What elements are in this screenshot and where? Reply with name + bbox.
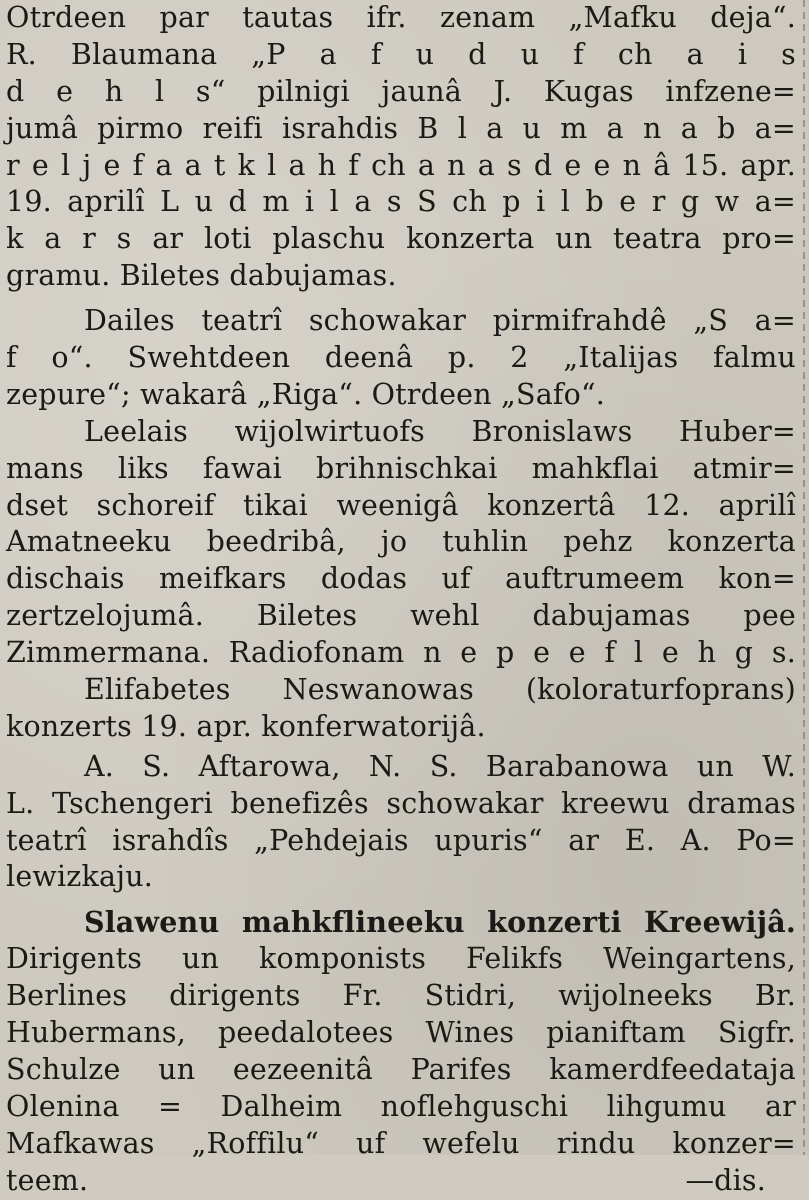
section-heading: Slawenu mahkflineeku konzerti Kreewijâ. (84, 905, 796, 940)
paragraph-benefize (6, 749, 796, 897)
text-line: Hubermans, peedalotees Wines pianiftam Sigfr. (6, 1016, 796, 1050)
text-line: Zimmermana. Radiofonam n e p e e f l e h g s. (6, 636, 796, 670)
paragraph-neswanowa (6, 672, 796, 746)
text-line: Leelais wijolwirtuofs Bronislaws Huber= (84, 414, 796, 448)
paragraph-dailes-teatris (6, 303, 796, 414)
text-line: 19. aprilî L u d m i l a s S ch p i l b e r g w a= (6, 185, 796, 219)
text-line: jumâ pirmo reifi israhdis B l a u m a n a b a= (6, 111, 796, 145)
text-line: Dirigents un komponists Felikfs Weingartens, (6, 942, 796, 976)
paragraph-blaumanis (6, 0, 796, 295)
text-line: mans liks fawai brihnischkai mahkflai atmir= (6, 451, 796, 485)
text-line: lewizkaju. (6, 860, 154, 894)
text-line: Mafkawas „Roffilu“ uf wefelu rindu konzer= (6, 1126, 796, 1160)
torn-edge (803, 0, 805, 1155)
text-line: A. S. Aftarowa, N. S. Barabanowa un W. (84, 749, 796, 783)
text-line: d e h l s“ pilnigi jaunâ J. Kugas infzene= (6, 74, 796, 108)
author-signature: —dis. (685, 1163, 766, 1197)
text-line: f o“. Swehtdeen deenâ p. 2 „Italijas falmu (6, 341, 796, 375)
text-line: R. Blaumana „P a f u d u f ch a i s (6, 37, 796, 71)
text-line: zertzelojumâ. Biletes wehl dabujamas pee (6, 599, 796, 633)
article-column (6, 0, 796, 1200)
text-line: r e l j e f a a t k l a h f ch a n a s d e e n â 15. apr. (6, 148, 796, 182)
text-line: zepure“; wakarâ „Riga“. Otrdeen „Safo“. (6, 377, 606, 411)
text-line: konzerts 19. apr. konferwatorijâ. (6, 709, 486, 743)
text-line: Amatneeku beedribâ, jo tuhlin pehz konzerta (6, 525, 796, 559)
text-line: Schulze un eezeenitâ Parifes kamerdfeedataja (6, 1052, 796, 1086)
last-line-text: teem. (6, 1163, 89, 1197)
text-line: Dailes teatrî schowakar pirmifrahdê „S a= (84, 304, 796, 338)
closing-line (6, 1163, 796, 1200)
text-line: k a r s ar loti plaschu konzerta un teatra pro= (6, 222, 796, 256)
text-line: Elifabetes Neswanowas (koloraturfoprans) (84, 673, 796, 707)
text-line: dset schoreif tikai weenigâ konzertâ 12. aprilî (6, 488, 796, 522)
text-line: teatrî israhdîs „Pehdejais upuris“ ar E. A. Po= (6, 823, 796, 857)
text-line: L. Tschengeri benefizês schowakar kreewu dramas (6, 786, 796, 820)
text-line: gramu. Biletes dabujamas. (6, 259, 397, 293)
text-line: Otrdeen par tautas ifr. zenam „Mafku deja“. (6, 1, 796, 34)
text-line: dischais meifkars dodas uf auftrumeem kon= (6, 562, 796, 596)
paragraph-konzerti-kreewija (6, 904, 796, 1199)
text-line: Berlines dirigents Fr. Stidri, wijolneeks Br. (6, 979, 796, 1013)
paragraph-hubermans (6, 414, 796, 672)
text-line: Olenina = Dalheim noflehguschi lihgumu ar (6, 1089, 796, 1123)
